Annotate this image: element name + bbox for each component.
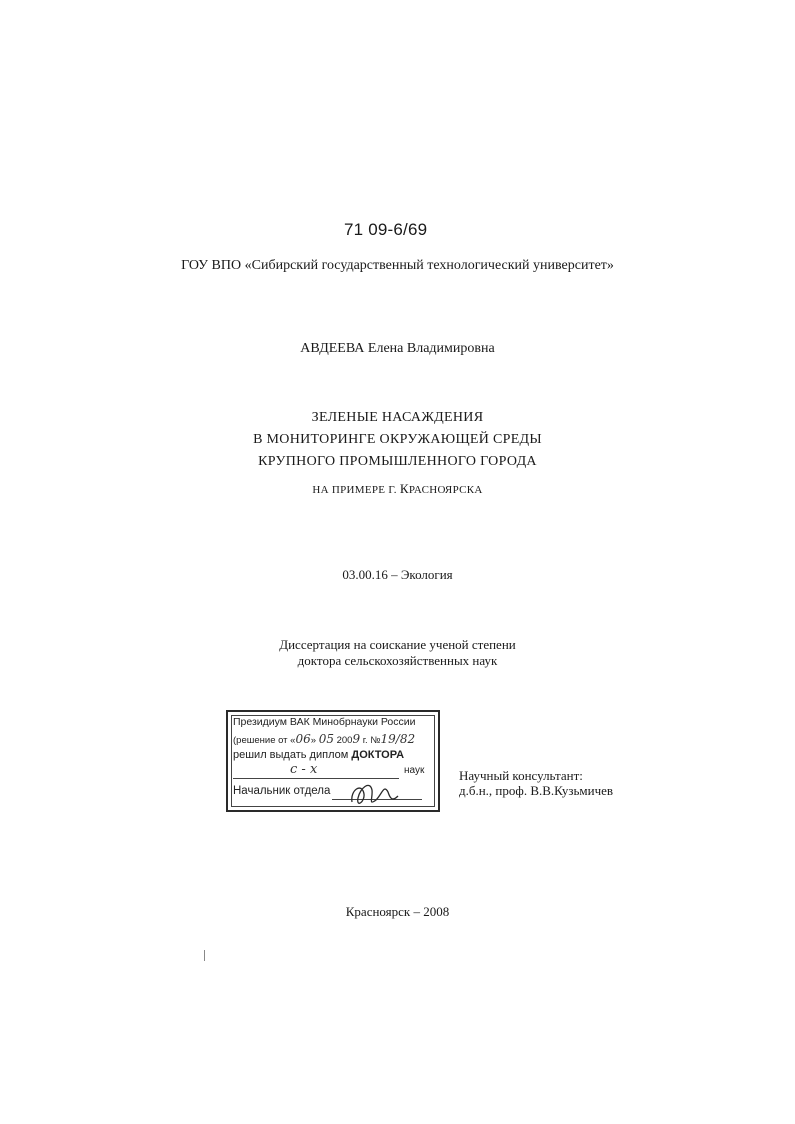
title-subtitle (0, 481, 795, 497)
stamp-issue-text: решил выдать диплом (233, 749, 352, 761)
subtitle-part-b: РАСНОЯРСКА (408, 484, 483, 496)
document-code: 71 09-6/69 (344, 220, 428, 239)
stamp-line-1: Президиум ВАК Минобрнауки России (233, 716, 416, 728)
title-line-1: ЗЕЛЕНЫЕ НАСАЖДЕНИЯ (311, 410, 484, 425)
author-name: АВДЕЕВА Елена Владимировна (300, 341, 495, 356)
stamp-handwritten-day: 06 (295, 732, 311, 746)
stamp-line-3 (233, 749, 404, 761)
specialty-code: 03.00.16 – Экология (342, 567, 453, 582)
signature-icon (346, 772, 402, 812)
stamp-head-of-department: Начальник отдела (233, 785, 331, 797)
title-line-2: В МОНИТОРИНГЕ ОКРУЖАЮЩЕЙ СРЕДЫ (253, 432, 542, 447)
stamp-handwritten-year: 9 (352, 732, 361, 746)
stamp-handwritten-number: 19/82 (380, 732, 416, 746)
city-year: Красноярск – 2008 (345, 904, 450, 919)
dissertation-line-2: доктора сельскохозяйственных наук (297, 653, 498, 668)
stamp-degree: ДОКТОРА (351, 749, 405, 761)
dissertation-line-1: Диссертация на соискание ученой степени (279, 637, 516, 652)
subtitle-capital: К (399, 481, 409, 496)
stamp-decision-number-label: г. № (360, 735, 381, 746)
vak-stamp (226, 710, 440, 812)
consultant-label: Научный консультант: (459, 768, 583, 783)
stamp-decision-year-prefix: 200 (333, 735, 353, 746)
stamp-decision-prefix: (решение от « (233, 735, 296, 746)
institution-name: ГОУ ВПО «Сибирский государственный технологический университет» (181, 258, 614, 273)
stamp-decision-sep: » (310, 735, 319, 746)
stamp-handwritten-field: с - х (290, 762, 318, 777)
stamp-line-2 (233, 732, 415, 746)
subtitle-part-a: НА ПРИМЕРЕ Г. (312, 484, 400, 496)
stamp-handwritten-month: 05 (318, 732, 334, 746)
stamp-field-suffix: наук (404, 765, 425, 776)
consultant-name: д.б.н., проф. В.В.Кузьмичев (459, 783, 614, 798)
scan-margin-mark (204, 950, 205, 961)
title-line-3: КРУПНОГО ПРОМЫШЛЕННОГО ГОРОДА (258, 454, 537, 469)
